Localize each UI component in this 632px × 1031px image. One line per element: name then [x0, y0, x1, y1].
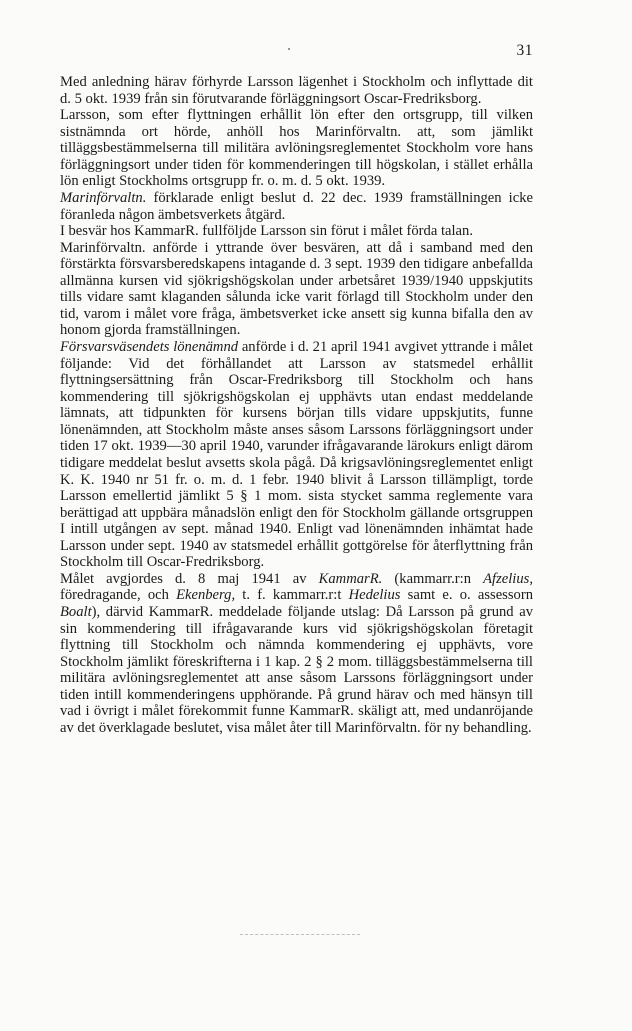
- italic-text-run: Boalt: [60, 604, 92, 620]
- text-run: Målet avgjordes d. 8 maj 1941 av: [60, 570, 319, 587]
- italic-text-run: KammarR.: [318, 570, 383, 587]
- text-run: anförde i d. 21 april 1941 avgivet yttrande i målet följande: Vid det förhållandet att Larsson av statsmedel erhållit flyttningsersättning från Oscar-Fredriksborg till Stockholm och hans kommendering till sjökrigshögskolan ej upphävts utan endast meddelande lämnats, att tidpunkten för kursens början tills vidare uppskjutits, funne lönenämnden, att Stockholm måste anses såsom Larssons förläggningsort under tiden 17 okt. 1939—30 april 1940, varunder ifrågavarande lärokurs enligt därom tidigare meddelat beslut avsetts skola pågå. Då krigsavlöningsreglementet enligt K. K. 1940 nr 51 fr. o. m. d. 1 febr. 1940 blivit å Larsson tillämpligt, torde Larsson emellertid jämlikt 5 § 1 mom. sista stycket samma reglemente vara berättigad att uppbära månadslön enligt den för Stockholm gällande ortsgruppen I intill utgången av sept. månad 1940. Enligt vad lönenämnden inhämtat hade Larsson under sept. 1940 av statsmedel erhållit gottgörelse för återflyttning från Stockholm till Oscar-Fredriksborg.: [60, 339, 533, 571]
- paragraph: [60, 223, 533, 240]
- text-run: I besvär hos KammarR. fullföljde Larsson sin förut i målet förda talan.: [60, 223, 473, 240]
- text-run: föredragande, och: [60, 587, 177, 604]
- paragraph: [60, 74, 533, 107]
- italic-text-run: Afzelius,: [483, 570, 533, 587]
- text-run: samt e. o. assessorn: [400, 587, 533, 604]
- text-run: t. f. kammarr.r:t: [235, 587, 349, 604]
- text-run: Marinförvaltn. anförde i yttrande över besvären, att då i samband med den förstärkta försvarsberedskapens intagande d. 3 sept. 1939 den tidigare anbefallda allmänna kursen vid sjökrigshögskolan under arbetsåret 1939/1940 uppskjutits tills vidare samt klaganden sålunda icke varit förlagd till Stockholm under den tid, varom i målet vore fråga, ämbetsverket icke ansett sig kunna bifalla den av honom gjorda framställningen.: [60, 239, 533, 339]
- paragraph: [60, 571, 533, 737]
- print-speck: [288, 48, 290, 50]
- text-run: förklarade enligt beslut d. 22 dec. 1939 framställningen icke föranleda någon ämbetsverkets åtgärd.: [60, 189, 533, 223]
- paragraph: [60, 240, 533, 339]
- document-page: [60, 0, 533, 1031]
- text-run: Med anledning härav förhyrde Larsson lägenhet i Stockholm och inflyttade dit d. 5 okt. 1939 från sin förutvarande förläggningsort Oscar-Fredriksborg.: [60, 74, 533, 107]
- section-divider: [240, 934, 360, 935]
- paragraph: [60, 190, 533, 223]
- italic-text-run: Försvarsväsendets lönenämnd: [60, 339, 239, 355]
- paragraph: [60, 107, 533, 190]
- page-number: 31: [516, 42, 533, 59]
- text-run: ), därvid KammarR. meddelade följande utslag: Då Larsson på grund av sin kommendering till ifrågavarande kurs vid sjökrigshögskolan företagit flyttning till Stockholm och nämnda kommendering ej upphävts, vore Stockholm jämlikt föreskrifterna i 1 kap. 2 § 2 mom. tilläggsbestämmelserna till militära avlöningsreglementet att anse såsom Larssons förläggningsort under tiden intill kommenderingens upphörande. På grund härav och med hänsyn till vad i övrigt i målet förekommit funne KammarR. skäligt att, med undanröjande av det överklagade beslutet, visa målet åter till Marinförvaltn. för ny behandling.: [60, 604, 533, 736]
- paragraph: [60, 339, 533, 571]
- italic-text-run: Hedelius: [348, 587, 401, 604]
- italic-text-run: Marinförvaltn.: [60, 189, 147, 206]
- italic-text-run: Ekenberg,: [176, 587, 236, 604]
- body-text: [60, 74, 533, 737]
- text-run: (kammarr.r:n: [382, 570, 484, 587]
- text-run: Larsson, som efter flyttningen erhållit lön efter den ortsgrupp, till vilken sistnämnda ort hörde, anhöll hos Marinförvaltn. att, som jämlikt tilläggsbestämmelserna till militära avlöningsreglementet Stockholm vore hans förläggningsort under tiden för kommenderingen till högskolan, i stället erhålla lön enligt Stockholms ortsgrupp fr. o. m. d. 5 okt. 1939.: [60, 107, 533, 190]
